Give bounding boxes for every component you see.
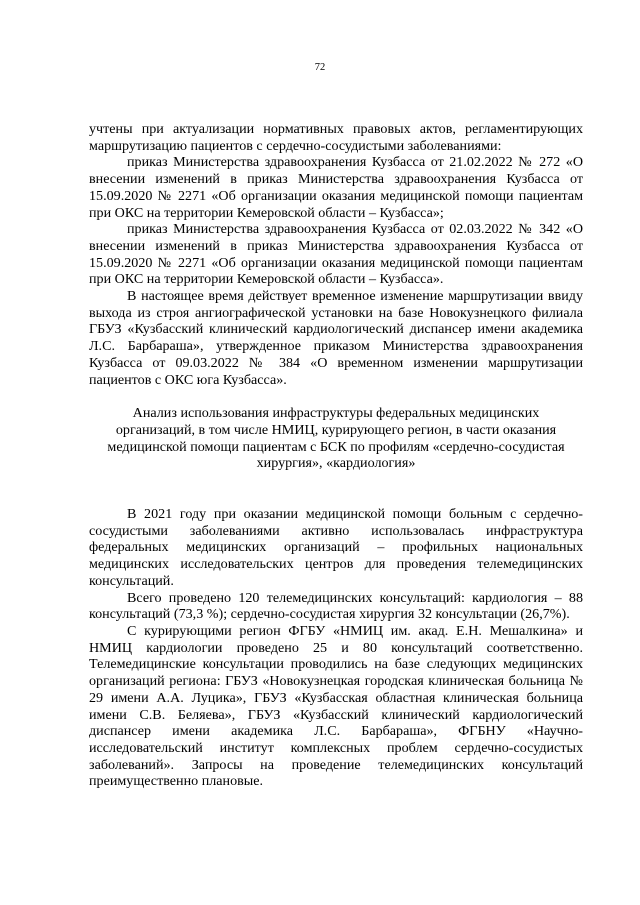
paragraph-routing-intro: учтены при актуализации нормативных правовых актов, регламентирующих маршрутизацию пациентов с сердечно-сосудистыми заболеваниями: xyxy=(89,121,583,154)
paragraph-order-342: приказ Министерства здравоохранения Кузбасса от 02.03.2022 № 342 «О внесении изменений в приказ Министерства здравоохранения Кузбасса от 15.09.2020 № 2271 «Об организации оказания медицинской помощи пациентам при ОКС на территории Кемеровской области – Кузбасса». xyxy=(89,221,583,288)
section-heading: Анализ использования инфраструктуры федеральных медицинских организаций, в том числе НМИЦ, курирующего регион, в части оказания медицинской помощи пациентам с БСК по профилям «сердечно-сосудистая хирургия», «кардиология» xyxy=(107,405,565,472)
paragraph-telemedicine-2021: В 2021 году при оказании медицинской помощи больным с сердечно-сосудистыми заболеваниями активно использовалась инфраструктура федеральных медицинских организаций – профильных национальных медицинских исследовательских центров для проведения телемедицинских консультаций. xyxy=(89,506,583,589)
paragraph-temporary-routing: В настоящее время действует временное изменение маршрутизации ввиду выхода из строя ангиографической установки на базе Новокузнецкого филиала ГБУЗ «Кузбасский клинический кардиологический диспансер имени академика Л.С. Барбараша», утвержденное приказом Министерства здравоохранения Кузбасса от 09.03.2022 № 384 «О временном изменении маршрутизации пациентов с ОКС юга Кузбасса». xyxy=(89,288,583,388)
paragraph-nmic-consultations: С курирующими регион ФГБУ «НМИЦ им. акад. Е.Н. Мешалкина» и НМИЦ кардиологии проведено 25 и 80 консультаций соответственно. Телемедицинские консультации проводились на базе следующих медицинских организаций региона: ГБУЗ «Новокузнецкая городская клиническая больница № 29 имени А.А. Луцика», ГБУЗ «Кузбасская областная клиническая больница имени С.В. Беляева», ГБУЗ «Кузбасский клинический кардиологический диспансер имени академика Л.С. Барбараша», ФГБНУ «Научно-исследовательский институт комплексных проблем сердечно-сосудистых заболеваний». Запросы на проведение телемедицинских консультаций преимущественно плановые. xyxy=(89,622,583,790)
page-number: 72 xyxy=(314,62,326,73)
paragraph-order-272: приказ Министерства здравоохранения Кузбасса от 21.02.2022 № 272 «О внесении изменений в приказ Министерства здравоохранения Кузбасса от 15.09.2020 № 2271 «Об организации оказания медицинской помощи пациентам при ОКС на территории Кемеровской области – Кузбасса»; xyxy=(89,154,583,221)
paragraph-consultation-totals: Всего проведено 120 телемедицинских консультаций: кардиология – 88 консультаций (73,3 %); сердечно-сосудистая хирургия 32 консультации (26,7%). xyxy=(89,589,583,623)
document-body xyxy=(89,121,583,790)
